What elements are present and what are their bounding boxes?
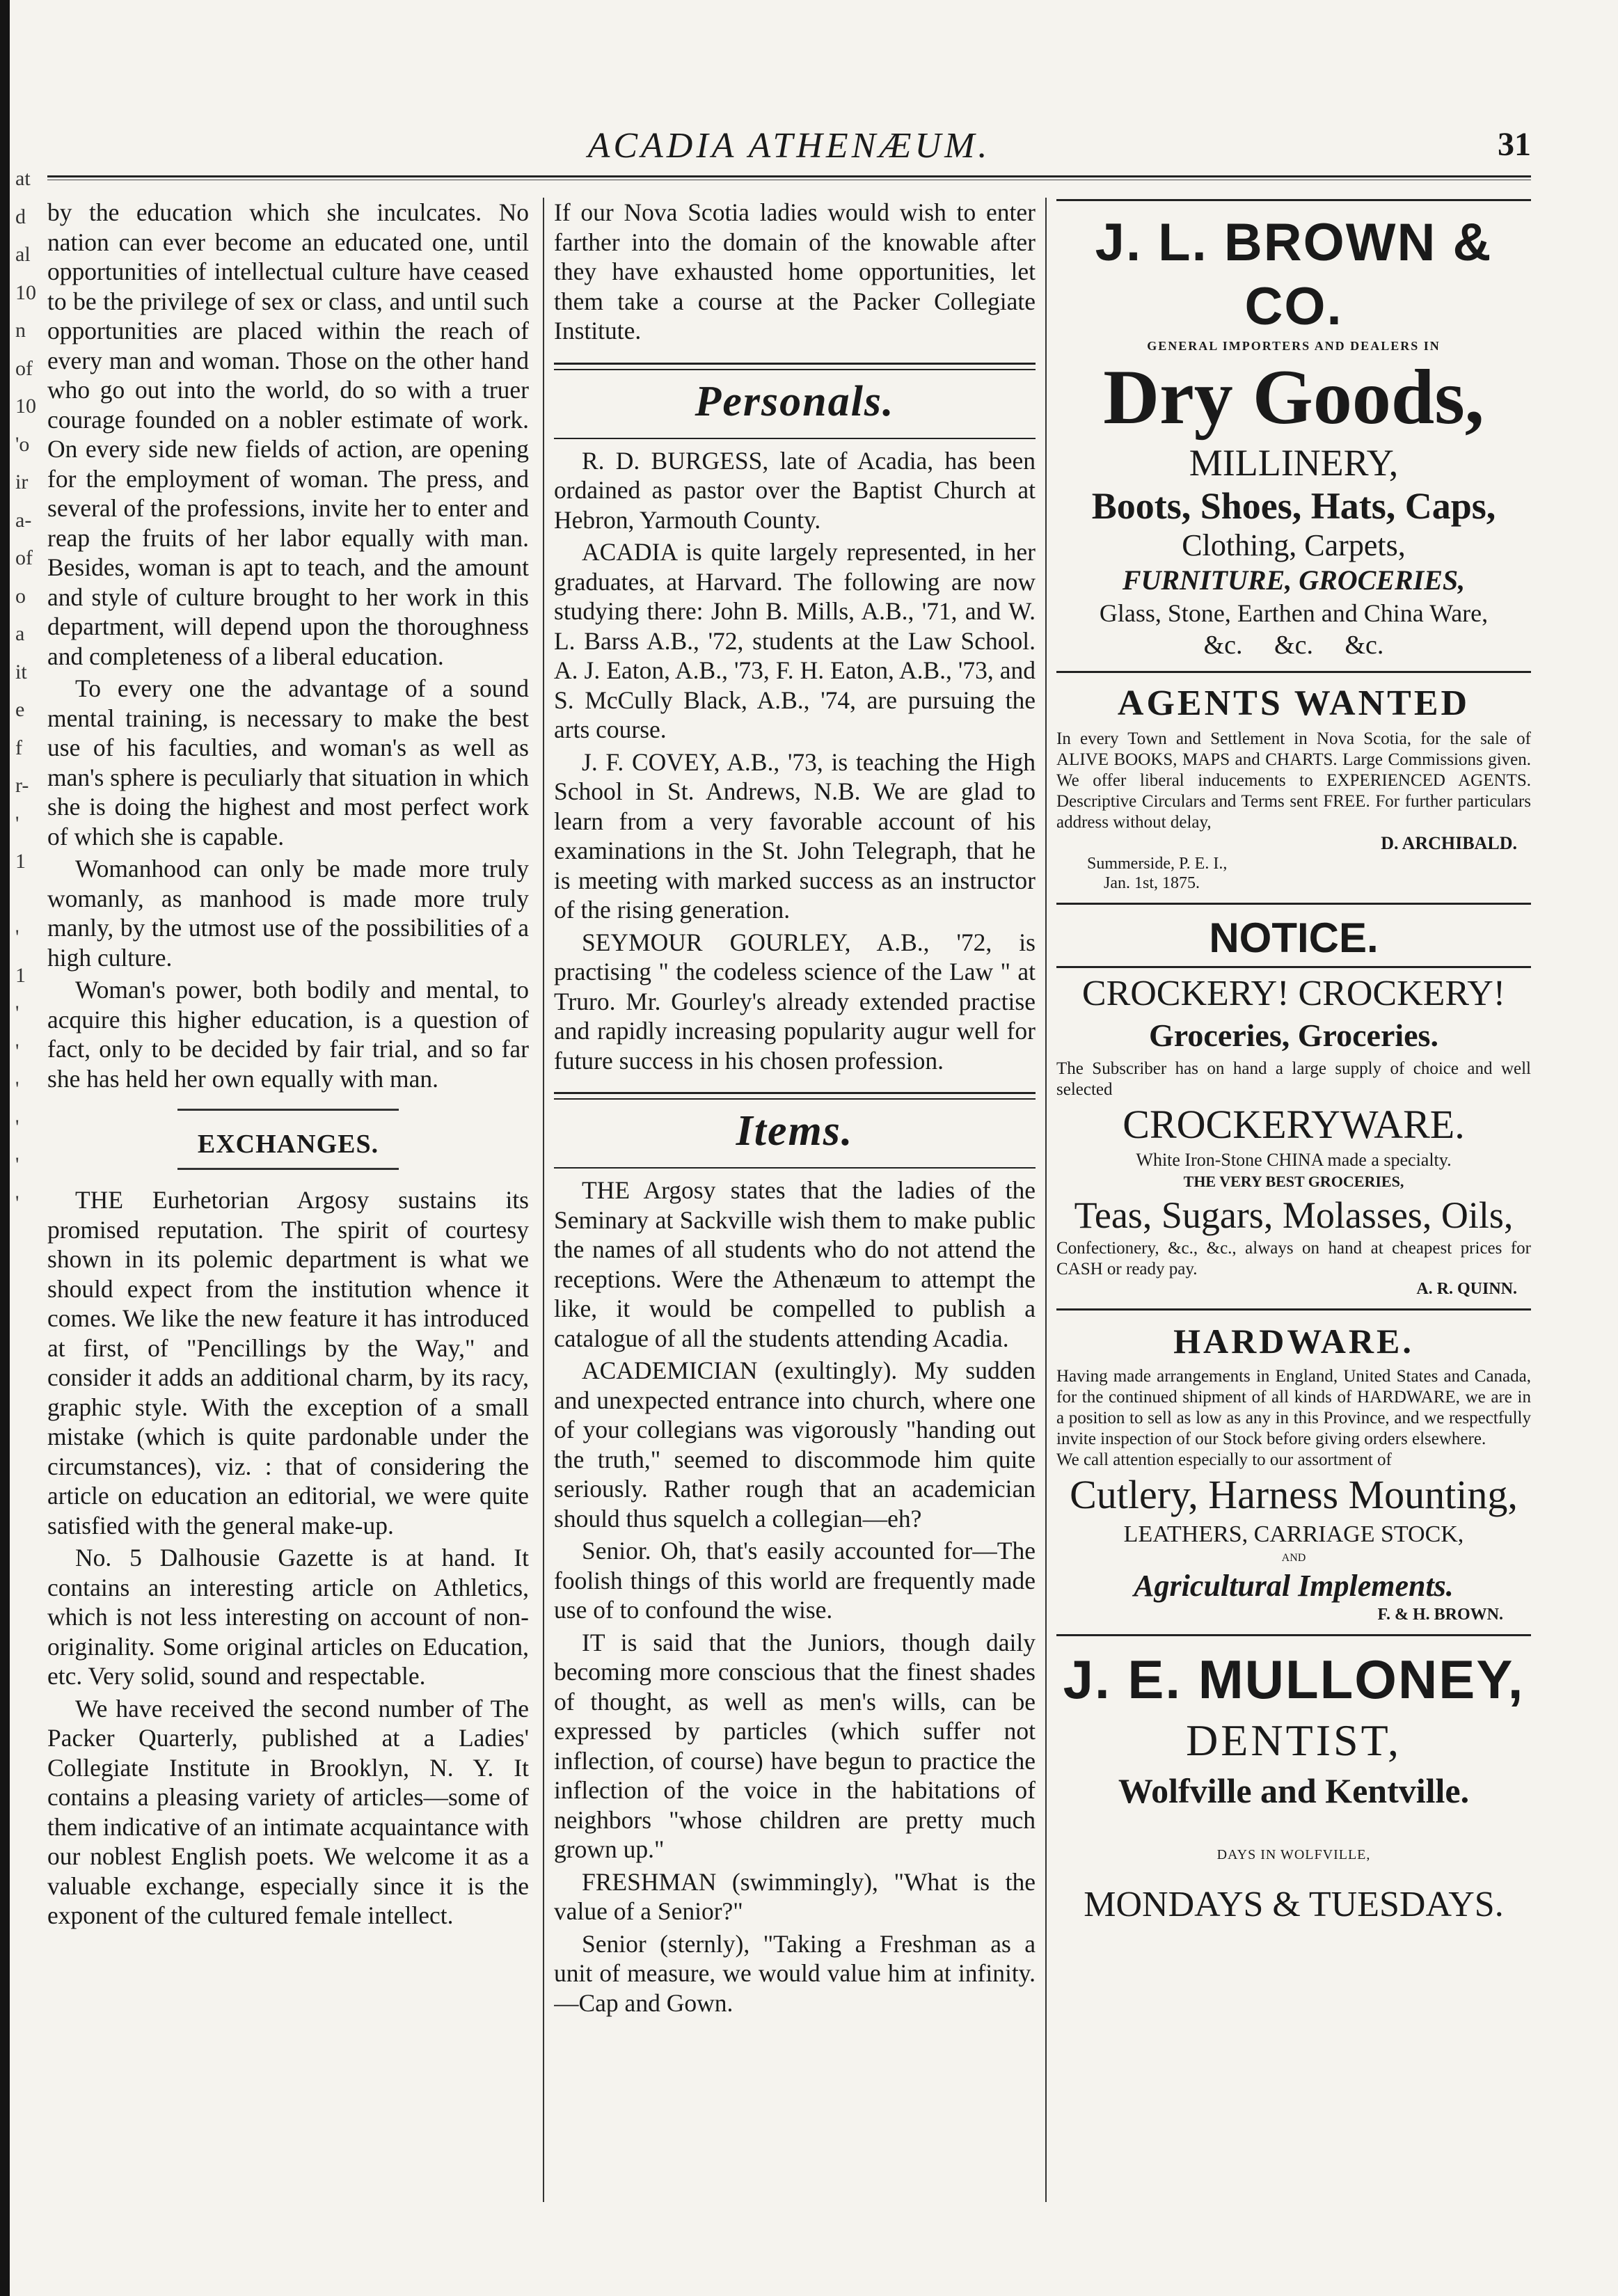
etc-line: &c. &c. &c.: [1203, 631, 1384, 660]
news-item: Senior. Oh, that's easily accounted for—The foolish things of this world are frequently made use of to confound the wise.: [554, 1537, 1036, 1624]
margin-fragment: of: [15, 546, 33, 569]
personal-item: ACADIA is quite largely represented, in her graduates, at Harvard. The following are now studying there: John B. Mills, A.B., '71, and W. L. Barss A.B., '72, students at the Law School. A. J. Eaton, A.B., '73, F. H. Eaton, A.B., '73, and S. McCully Black, A.B., '74, are pursuing the arts course.: [554, 538, 1036, 743]
ad-rule: [1056, 1634, 1531, 1636]
margin-fragment: ': [15, 926, 19, 949]
hardware-heading: HARDWARE.: [1173, 1322, 1414, 1361]
and-line: AND: [1281, 1552, 1306, 1564]
margin-fragment: [15, 881, 46, 919]
china-line: White Iron-Stone CHINA made a specialty.: [1136, 1150, 1452, 1170]
hardware-signer: F. & H. BROWN.: [1377, 1606, 1503, 1624]
hardware-body: Having made arrangements in England, United States and Canada, for the continued shipment of all kinds of HARDWARE, we are in a position to sell as low as any in this Province, and we respectfully invite inspection of our Stock before giving orders elsewhere.: [1056, 1367, 1531, 1448]
days-label: DAYS IN WOLFVILLE,: [1216, 1847, 1371, 1862]
body-paragraph: Womanhood can only be made more truly womanly, as manhood is made more truly manly, by the utmost use of the possibilities of a high culture.: [47, 855, 529, 972]
ad-rule: [1056, 966, 1531, 968]
column-divider: [543, 198, 544, 2202]
brown-subtitle: GENERAL IMPORTERS AND DEALERS IN: [1147, 339, 1441, 353]
mulloney-name: J. E. MULLONEY,: [1063, 1649, 1525, 1710]
section-rule: [177, 1168, 399, 1170]
crockery-line: CROCKERY! CROCKERY!: [1081, 974, 1506, 1013]
agents-place: Summerside, P. E. I.,: [1087, 855, 1228, 873]
ad-rule: [1056, 671, 1531, 673]
towns-line: Wolfville and Kentville.: [1118, 1771, 1470, 1810]
margin-fragment: ': [15, 1039, 19, 1063]
boots-line: Boots, Shoes, Hats, Caps,: [1091, 485, 1496, 527]
personal-item: SEYMOUR GOURLEY, A.B., '72, is practising " the codeless science of the Law " at Truro. Mr. Gourley's already extended practise and rapidly increasing popularity augur well for future success in his chosen profession.: [554, 928, 1036, 1075]
margin-fragment: o: [15, 584, 26, 608]
glass-line: Glass, Stone, Earthen and China Ware,: [1099, 599, 1489, 627]
personal-item: R. D. BURGESS, late of Acadia, has been ordained as pastor over the Baptist Church at Hebron, Yarmouth County.: [554, 446, 1036, 534]
furniture-line: FURNITURE, GROCERIES,: [1122, 564, 1466, 596]
dry-goods-heading: Dry Goods,: [1103, 354, 1484, 441]
clothing-line: Clothing, Carpets,: [1182, 528, 1406, 562]
millinery-line: MILLINERY,: [1189, 442, 1399, 484]
thin-rule: [554, 438, 1036, 439]
newspaper-page: [47, 111, 1531, 2206]
body-paragraph: If our Nova Scotia ladies would wish to enter farther into the domain of the knowable after they have exhausted home opportunities, let them take a course at the Packer Collegiate Institute.: [554, 198, 1036, 345]
margin-fragment: of: [15, 356, 33, 380]
facing-page-margin: [15, 160, 46, 1222]
margin-fragment: it: [15, 660, 27, 683]
running-title: ACADIA ATHENÆUM.: [587, 126, 991, 166]
agents-signer: D. ARCHIBALD.: [1381, 833, 1517, 853]
exchanges-heading: EXCHANGES.: [197, 1130, 379, 1159]
double-rule: [554, 1092, 1036, 1100]
hardware-body-2: We call attention especially to our assortment of: [1056, 1450, 1392, 1469]
news-item: FRESHMAN (swimmingly), "What is the value of a Senior?": [554, 1867, 1036, 1925]
page-number: 31: [1498, 126, 1531, 163]
margin-fragment: ': [15, 1077, 19, 1100]
double-rule: [554, 363, 1036, 370]
news-item: THE Argosy states that the ladies of the Seminary at Sackville wish them to make public the names of all students who do not attend the receptions. Were the Athenæum to attempt the like, it would be compelled to publish a catalogue of all the students attending Acadia.: [554, 1176, 1036, 1352]
notice-body-2: Confectionery, &c., &c., always on hand at cheapest prices for CASH or ready pay.: [1056, 1239, 1531, 1278]
header-rule: [47, 175, 1531, 177]
news-item: Senior (sternly), "Taking a Freshman as a unit of measure, we would value him at infinity.—Cap and Gown.: [554, 1929, 1036, 2017]
margin-fragment: r-: [15, 774, 29, 797]
section-rule: [177, 1109, 399, 1111]
agents-wanted-heading: AGENTS WANTED: [1117, 683, 1470, 723]
column-3-advertisements: [1056, 198, 1531, 2202]
margin-fragment: ': [15, 1153, 19, 1176]
margin-fragment: ': [15, 1001, 19, 1024]
exchange-paragraph: We have received the second number of The Packer Quarterly, published at a Ladies' Collegiate Institute in Brooklyn, N. Y. It contains a pleasing variety of articles—some of them indicative of an intimate acquaintance with our noblest English poets. We welcome it as a valuable exchange, especially since it is the exponent of the cultured female intellect.: [47, 1694, 529, 1929]
news-item: ACADEMICIAN (exultingly). My sudden and unexpected entrance into church, where one of your collegians was vigorously "handing out the truth," seemed to discommode him quite seriously. Rather rough that an academician should thus squelch a collegian—eh?: [554, 1356, 1036, 1533]
agents-date: Jan. 1st, 1875.: [1104, 874, 1200, 892]
crockeryware-line: CROCKERYWARE.: [1123, 1102, 1465, 1147]
body-paragraph: by the education which she inculcates. No nation can ever become an educated one, until opportunities of intellectual culture have ceased to be the privilege of sex or class, and until such opportunities are placed within the reach of every man and woman. Those on the other hand who go out into the world, do so with a truer courage founded on a nobler estimate of work. On every side new fields of action, are opening for the employment of woman. The press, and several of the professions, invite her to enter and reap the fruits of her labor equally with man. Besides, woman is apt to teach, and the amount and style of culture brought to her work in this department, will depend upon the thoroughness and completeness of a liberal education.: [47, 198, 529, 670]
ad-rule: [1056, 903, 1531, 905]
page-binding-edge: [0, 0, 10, 2296]
columns: [47, 198, 1531, 2202]
margin-fragment: at: [15, 167, 31, 190]
best-groceries-line: THE VERY BEST GROCERIES,: [1183, 1173, 1404, 1190]
margin-fragment: al: [15, 243, 31, 266]
exchange-paragraph: THE Eurhetorian Argosy sustains its promised reputation. The spirit of courtesy shown in its polemic department is what we should expect from the institution whence it comes. We like the new feature it has introduced at first, of "Pencillings by the Way," and consider it adds an additional charm, by its racy, graphic style. With the exception of a small mistake (which is quite pardonable under the circumstances), viz. : that of considering the article on education an editorial, we were quite satisfied with the general make-up.: [47, 1186, 529, 1539]
column-divider: [1045, 198, 1047, 2202]
margin-fragment: ': [15, 1115, 19, 1139]
column-1: [47, 198, 529, 2202]
margin-fragment: a-: [15, 508, 32, 532]
body-paragraph: Woman's power, both bodily and mental, to acquire this higher education, is a question of fact, only to be decided by fair trial, and so far she has held her own equally with man.: [47, 976, 529, 1093]
body-paragraph: To every one the advantage of a sound mental training, is necessary to make the best use of his faculties, and woman's as well as man's sphere is peculiarly that situation in which she is doing the highest and most perfect work of which she is capable.: [47, 674, 529, 850]
groceries-line: Groceries, Groceries.: [1149, 1018, 1438, 1053]
margin-fragment: ir: [15, 470, 29, 493]
leathers-line: LEATHERS, CARRIAGE STOCK,: [1123, 1521, 1464, 1547]
exchange-paragraph: No. 5 Dalhousie Gazette is at hand. It contains an interesting article on Athletics, which is not less interesting on account of non-originality. Some original articles on Education, etc. Very solid, sound and respectable.: [47, 1544, 529, 1690]
teas-line: Teas, Sugars, Molasses, Oils,: [1074, 1194, 1514, 1236]
margin-fragment: 10: [15, 395, 36, 418]
brown-company-name: J. L. BROWN & CO.: [1095, 213, 1493, 336]
margin-fragment: d: [15, 205, 26, 228]
dentist-line: DENTIST,: [1186, 1716, 1402, 1765]
margin-fragment: 'o: [15, 432, 30, 456]
notice-signer: A. R. QUINN.: [1416, 1280, 1517, 1298]
margin-fragment: 1: [15, 850, 26, 873]
margin-fragment: 1: [15, 963, 26, 987]
days-line: MONDAYS & TUESDAYS.: [1084, 1885, 1504, 1924]
implements-line: Agricultural Implements.: [1134, 1569, 1454, 1603]
news-item: IT is said that the Juniors, though daily becoming more conscious that the finest shades of thought, as well as men's wills, can be expressed by particles (which suffer not inflection, of course) have begun to practice the inflection of the voice in the habitations of neighbors "whose children are pretty much grown up.": [554, 1628, 1036, 1863]
personal-item: J. F. COVEY, A.B., '73, is teaching the High School in St. Andrews, N.B. We are glad to learn from a very favorable account of his examinations in the St. John Telegraph, that he is meeting with marked success as an instructor of the rising generation.: [554, 747, 1036, 924]
margin-fragment: ': [15, 1191, 19, 1214]
thin-rule: [554, 1167, 1036, 1169]
page-header: [47, 111, 1531, 178]
notice-heading: NOTICE.: [1209, 915, 1379, 961]
agents-body: In every Town and Settlement in Nova Scotia, for the sale of ALIVE BOOKS, MAPS and CHARTS. Large Commissions given. We offer liberal inducements to EXPERIENCED AGENTS. Descriptive Circulars and Terms sent FREE. For further particulars address without delay,: [1056, 729, 1531, 832]
margin-fragment: 10: [15, 280, 36, 304]
margin-fragment: ': [15, 811, 19, 835]
notice-body: The Subscriber has on hand a large supply of choice and well selected: [1056, 1059, 1531, 1099]
margin-fragment: e: [15, 698, 25, 721]
personals-heading: Personals.: [695, 377, 895, 425]
ad-rule: [1056, 1308, 1531, 1311]
margin-fragment: a: [15, 622, 25, 645]
column-2: [554, 198, 1036, 2202]
items-heading: Items.: [736, 1107, 854, 1155]
ad-rule: [1056, 199, 1531, 201]
cutlery-line: Cutlery, Harness Mounting,: [1070, 1472, 1518, 1517]
margin-fragment: n: [15, 319, 26, 342]
margin-fragment: f: [15, 736, 22, 759]
